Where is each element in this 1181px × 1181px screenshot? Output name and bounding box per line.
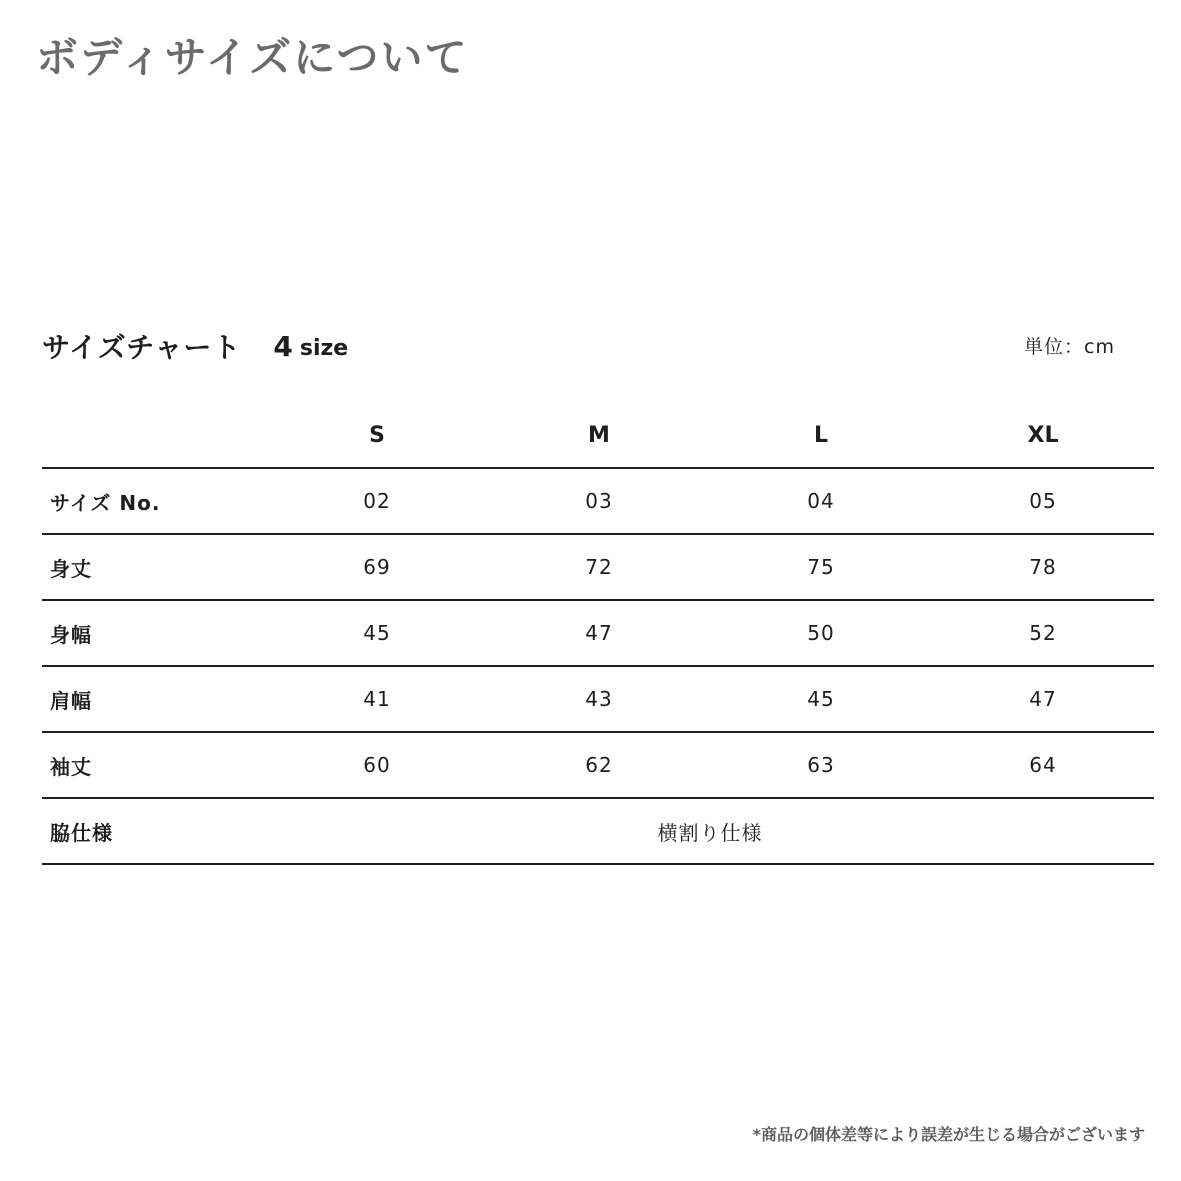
table-cell: 45 [363, 621, 391, 645]
table-cell: 43 [585, 687, 613, 711]
table-row-size-number [42, 468, 1154, 534]
size-header-s: S [266, 403, 488, 468]
row-label: 身丈 [50, 556, 92, 581]
chart-heading-size-word: size [299, 335, 349, 361]
chart-heading-title: サイズチャート [42, 331, 242, 364]
table-row-side-spec [42, 798, 1154, 864]
table-cell: 47 [585, 621, 613, 645]
table-cell: 78 [1029, 555, 1057, 579]
table-row-body-length [42, 534, 1154, 600]
page-title: ボディサイズについて [36, 33, 469, 82]
table-cell: 45 [807, 687, 835, 711]
row-label: サイズ No. [50, 490, 161, 515]
row-label: 身幅 [50, 622, 92, 647]
table-cell: 41 [363, 687, 391, 711]
table-row-sleeve-length [42, 732, 1154, 798]
size-chart-table [42, 403, 1154, 865]
size-header-xl: XL [932, 403, 1154, 468]
row-label: 袖丈 [50, 754, 92, 779]
row-label: 肩幅 [50, 688, 92, 713]
table-cell: 52 [1029, 621, 1057, 645]
side-spec-value: 横割り仕様 [657, 820, 763, 845]
size-header-l: L [710, 403, 932, 468]
table-cell: 62 [585, 753, 613, 777]
chart-heading [42, 322, 348, 370]
size-header-row [42, 403, 1154, 468]
table-row-shoulder-width [42, 666, 1154, 732]
table-cell: 60 [363, 753, 391, 777]
table-cell: 05 [1029, 489, 1057, 513]
table-cell: 02 [363, 489, 391, 513]
table-cell: 72 [585, 555, 613, 579]
table-cell: 50 [807, 621, 835, 645]
table-cell: 64 [1029, 753, 1057, 777]
chart-heading-size-count: 4 [273, 329, 293, 363]
table-cell: 63 [807, 753, 835, 777]
size-header-m: M [488, 403, 710, 468]
table-row-body-width [42, 600, 1154, 666]
footnote: *商品の個体差等により誤差が生じる場合がございます [752, 1125, 1145, 1144]
row-label: 脇仕様 [50, 820, 113, 845]
unit-label: 単位：cm [1024, 336, 1115, 358]
table-cell: 03 [585, 489, 613, 513]
header-corner-cell [42, 403, 266, 468]
table-cell: 47 [1029, 687, 1057, 711]
table-cell: 69 [363, 555, 391, 579]
table-cell: 04 [807, 489, 835, 513]
table-cell: 75 [807, 555, 835, 579]
